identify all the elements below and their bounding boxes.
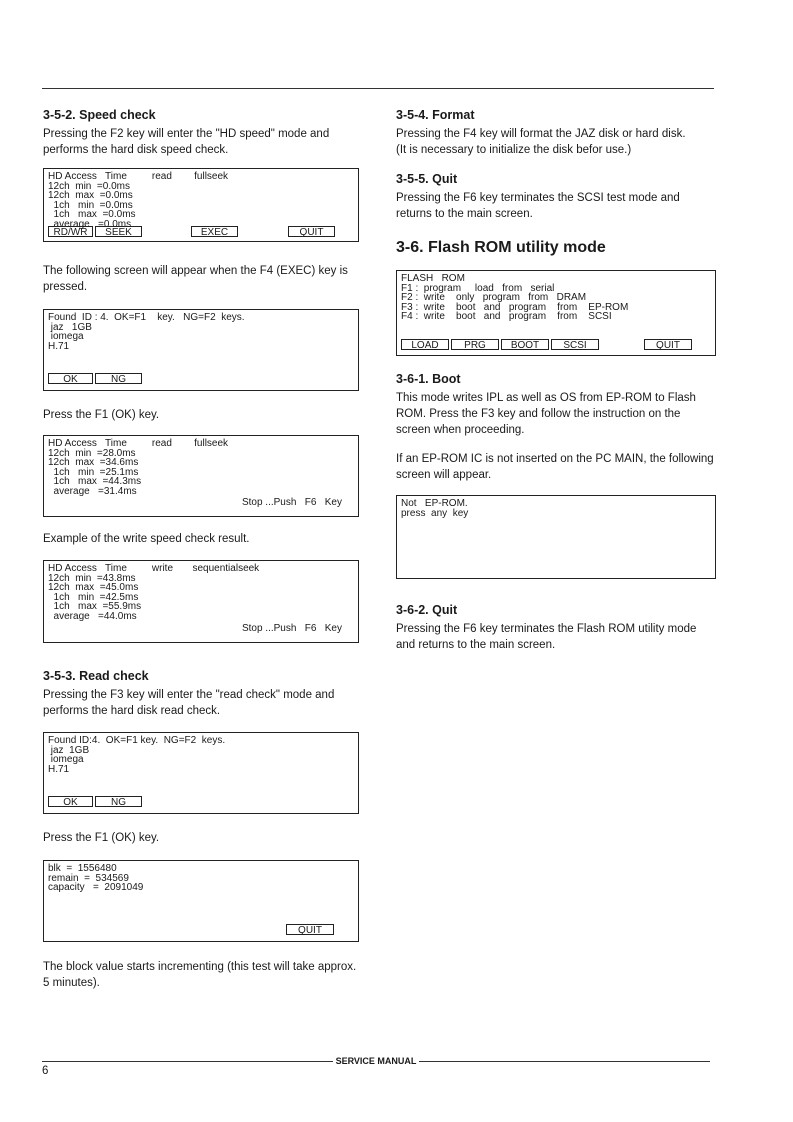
screen-line: 12ch min =0.0ms <box>48 180 130 192</box>
scsi-key: SCSI <box>551 339 599 350</box>
screen-line: 1ch min =0.0ms <box>48 199 133 211</box>
screen-line: 12ch min =43.8ms <box>48 572 136 584</box>
ng-key: NG <box>95 796 142 807</box>
boot-key: BOOT <box>501 339 549 350</box>
section-3-5-2-title: 3-5-2. Speed check <box>43 108 156 122</box>
write-speed-result-screen <box>43 560 359 643</box>
screen-line: 1ch min =25.1ms <box>48 466 139 478</box>
read-speed-result-screen <box>43 435 359 517</box>
screen-line: HD Access Time read fullseek <box>48 438 229 449</box>
page-number: 6 <box>42 1065 49 1077</box>
section-3-6-2-body: Pressing the F6 key terminates the Flash ROM utility mode and returns to the main screen. <box>396 623 697 651</box>
press-f1-note-2: Press the F1 (OK) key. <box>43 832 160 844</box>
block-count-screen <box>43 860 359 942</box>
function-key-bar <box>48 373 354 385</box>
write-example-caption: Example of the write speed check result. <box>43 533 250 545</box>
stop-message: Stop ...Push F6 Key <box>241 623 342 635</box>
screen-line: 1ch min =42.5ms <box>48 591 139 603</box>
screen-line: FLASH ROM <box>401 273 465 284</box>
screen-line: 1ch max =44.3ms <box>48 476 142 488</box>
screen-line: jaz 1GB <box>48 744 90 756</box>
section-3-5-5-body: Pressing the F6 key terminates the SCSI test mode and returns to the main screen. <box>396 192 680 220</box>
ok-key: OK <box>48 796 93 807</box>
footer <box>42 1055 710 1067</box>
screen-line: H.71 <box>48 763 70 775</box>
screen-line: H.71 <box>48 340 70 352</box>
exec-key: EXEC <box>191 226 238 237</box>
section-3-5-4-title: 3-5-4. Format <box>396 108 475 122</box>
screen-line: 12ch min =28.0ms <box>48 447 136 459</box>
screen-line: F2 : write only program from DRAM <box>401 292 587 304</box>
screen-line: average =44.0ms <box>48 610 137 622</box>
section-3-5-4-note: (It is necessary to initialize the disk befor use.) <box>396 144 632 156</box>
section-3-6-title: 3-6. Flash ROM utility mode <box>396 239 606 256</box>
quit-key: QUIT <box>286 924 334 935</box>
function-key-bar <box>48 796 354 808</box>
load-key: LOAD <box>401 339 449 350</box>
screen-line: F3 : write boot and program from EP-ROM <box>401 301 629 313</box>
read-check-found-screen <box>43 732 359 814</box>
ok-key: OK <box>48 373 93 384</box>
press-f1-note: Press the F1 (OK) key. <box>43 409 160 421</box>
screen-line: average =0.0ms <box>48 218 132 230</box>
block-increment-note: The block value starts incrementing (this test will take approx. 5 minutes). <box>43 961 357 989</box>
section-3-5-4-body: Pressing the F4 key will format the JAZ disk or hard disk. <box>396 128 686 140</box>
left-column <box>43 108 359 991</box>
function-key-bar <box>48 924 354 936</box>
function-key-bar <box>401 339 711 351</box>
no-eprom-screen <box>396 495 716 579</box>
section-3-5-3-title: 3-5-3. Read check <box>43 669 149 683</box>
right-column <box>396 108 716 653</box>
hd-speed-screen <box>43 168 359 242</box>
screen-line: HD Access Time read fullseek <box>48 171 229 182</box>
screen-line: 1ch max =0.0ms <box>48 209 136 221</box>
function-key-bar <box>48 226 354 238</box>
screen-line: 12ch max =0.0ms <box>48 190 133 202</box>
screen-line: 12ch max =45.0ms <box>48 582 139 594</box>
quit-key: QUIT <box>288 226 335 237</box>
section-3-5-2-intro: Pressing the F2 key will enter the "HD speed" mode and performs the hard disk speed check. <box>43 128 330 156</box>
screen-line: Found ID : 4. OK=F1 key. NG=F2 keys. <box>48 312 245 323</box>
rdwr-key: RD/WR <box>48 226 93 237</box>
screen-line: press any key <box>401 507 469 519</box>
section-3-5-3-intro: Pressing the F3 key will enter the "read check" mode and performs the hard disk read check. <box>43 689 335 717</box>
ng-key: NG <box>95 373 142 384</box>
quit-key: QUIT <box>644 339 692 350</box>
screen-line: Found ID:4. OK=F1 key. NG=F2 keys. <box>48 735 226 746</box>
seek-key: SEEK <box>95 226 142 237</box>
screen-line: Not EP-ROM. <box>401 498 468 509</box>
screen-line: 1ch max =55.9ms <box>48 601 142 613</box>
section-3-6-2-title: 3-6-2. Quit <box>396 603 458 617</box>
screen-line: jaz 1GB <box>48 321 92 333</box>
flash-rom-screen <box>396 270 716 356</box>
prg-key: PRG <box>451 339 499 350</box>
stop-message: Stop ...Push F6 Key <box>241 497 342 509</box>
header-rule <box>42 88 714 89</box>
screen-line: remain = 534569 <box>48 872 129 884</box>
found-id-screen <box>43 309 359 391</box>
screen-line: iomega <box>48 754 84 766</box>
screen-line: HD Access Time write sequentialseek <box>48 563 260 574</box>
screen-line: F1 : program load from serial <box>401 282 555 294</box>
screen-line: capacity = 2091049 <box>48 882 144 894</box>
screen-line: 12ch max =34.6ms <box>48 457 139 469</box>
screen-line: iomega <box>48 331 84 343</box>
footer-label: SERVICE MANUAL <box>333 1056 420 1066</box>
exec-description: The following screen will appear when the F4 (EXEC) key is pressed. <box>43 265 348 293</box>
screen-line: F4 : write boot and program from SCSI <box>401 311 612 323</box>
section-3-6-1-body: This mode writes IPL as well as OS from EP-ROM to Flash ROM. Press the F3 key and follow the instruction on the screen when proceeding. <box>396 392 696 436</box>
section-3-6-1-note: If an EP-ROM IC is not inserted on the PC MAIN, the following screen will appear. <box>396 453 714 481</box>
screen-line: blk = 1556480 <box>48 863 117 874</box>
section-3-6-1-title: 3-6-1. Boot <box>396 372 461 386</box>
screen-line: average =31.4ms <box>48 485 137 497</box>
section-3-5-5-title: 3-5-5. Quit <box>396 172 458 186</box>
